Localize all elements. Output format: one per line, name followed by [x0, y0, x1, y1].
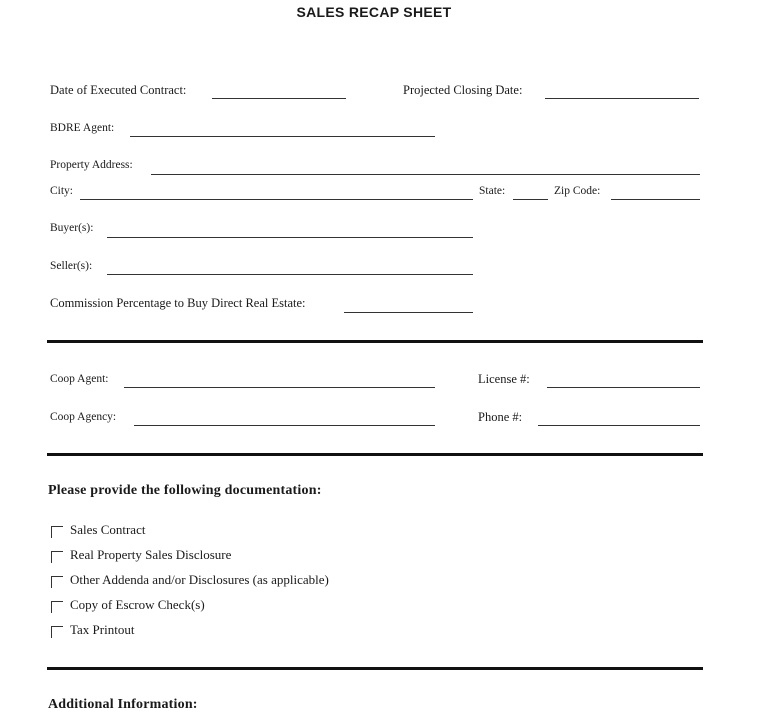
coop-agency-field[interactable]	[134, 425, 435, 426]
doc-item-escrow-check: Copy of Escrow Check(s)	[70, 597, 205, 612]
commission-field[interactable]	[344, 312, 473, 313]
section-divider	[47, 453, 703, 456]
doc-item-tax-printout: Tax Printout	[70, 622, 135, 637]
section-divider	[47, 340, 703, 343]
bdre-agent-label: BDRE Agent:	[50, 122, 115, 134]
documentation-heading: Please provide the following documentation:	[48, 483, 322, 498]
page-title: SALES RECAP SHEET	[296, 4, 452, 20]
commission-label: Commission Percentage to Buy Direct Real Estate:	[50, 296, 306, 310]
city-field[interactable]	[80, 199, 473, 200]
license-field[interactable]	[547, 387, 700, 388]
projected-closing-label: Projected Closing Date:	[403, 83, 523, 97]
bdre-agent-field[interactable]	[130, 136, 435, 137]
zip-code-label: Zip Code:	[554, 185, 601, 197]
doc-item-sales-contract: Sales Contract	[70, 522, 146, 537]
sellers-field[interactable]	[107, 274, 473, 275]
buyers-label: Buyer(s):	[50, 222, 94, 234]
checkbox-tax-printout[interactable]	[51, 626, 63, 638]
checkbox-escrow-check[interactable]	[51, 601, 63, 613]
section-divider	[47, 667, 703, 670]
checkbox-other-addenda[interactable]	[51, 576, 63, 588]
property-address-label: Property Address:	[50, 159, 133, 171]
projected-closing-field[interactable]	[545, 98, 699, 99]
phone-field[interactable]	[538, 425, 700, 426]
additional-info-heading: Additional Information:	[48, 697, 198, 712]
state-field[interactable]	[513, 199, 548, 200]
property-address-field[interactable]	[151, 174, 700, 175]
zip-code-field[interactable]	[611, 199, 700, 200]
coop-agency-label: Coop Agency:	[50, 411, 117, 423]
coop-agent-field[interactable]	[124, 387, 435, 388]
doc-item-sales-disclosure: Real Property Sales Disclosure	[70, 547, 232, 562]
coop-agent-label: Coop Agent:	[50, 373, 109, 385]
checkbox-sales-disclosure[interactable]	[51, 551, 63, 563]
state-label: State:	[479, 185, 506, 197]
sellers-label: Seller(s):	[50, 260, 93, 272]
city-label: City:	[50, 185, 74, 197]
buyers-field[interactable]	[107, 237, 473, 238]
checkbox-sales-contract[interactable]	[51, 526, 63, 538]
phone-label: Phone #:	[478, 410, 523, 424]
executed-contract-label: Date of Executed Contract:	[50, 83, 187, 97]
license-label: License #:	[478, 372, 530, 386]
executed-contract-field[interactable]	[212, 98, 346, 99]
doc-item-other-addenda: Other Addenda and/or Disclosures (as applicable)	[70, 572, 329, 587]
